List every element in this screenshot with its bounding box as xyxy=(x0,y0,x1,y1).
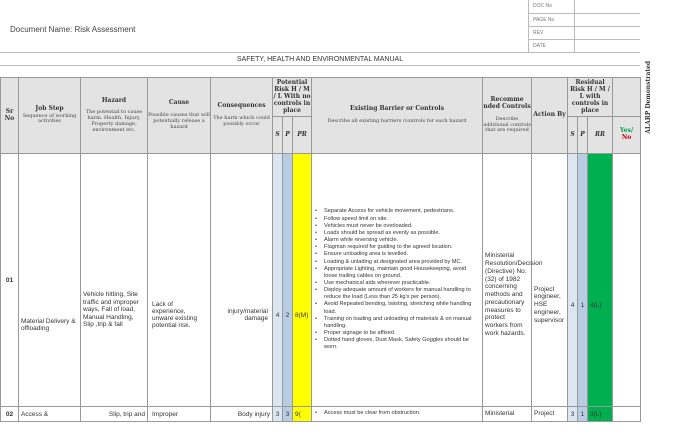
row-existing-controls xyxy=(312,407,483,422)
residual-rr-header: RR xyxy=(588,117,613,154)
control-item: • Proper signage to be affixed. xyxy=(314,330,480,337)
row-alarp xyxy=(613,154,641,407)
hazard-sub: The potential to cause harm. Health, Injury, Property damage, environment etc. xyxy=(85,109,143,133)
control-item: • Flagman required for guiding to the agreed location. xyxy=(314,244,480,251)
rev-label: REV xyxy=(529,26,575,39)
control-item: • Access must be clear from obstruction. xyxy=(314,410,480,417)
row-residual-rr: 4(L) xyxy=(588,154,613,407)
row-job-step: Access & xyxy=(19,407,81,422)
potential-pr-header: PR xyxy=(293,117,312,154)
control-item: • Vehicles must never be overloaded. xyxy=(314,223,480,230)
col-header-job-step xyxy=(19,78,81,154)
col-header-hazard xyxy=(81,78,148,154)
control-item: • Use mechanical aids wherever practicable. xyxy=(314,280,480,287)
row-sr-no: 02 xyxy=(1,407,19,422)
job-step-sub: Sequence of working activities xyxy=(22,112,77,125)
date-label: DATE xyxy=(529,39,575,52)
residual-p-header: P xyxy=(578,117,588,154)
row-cause: Improper xyxy=(148,407,211,422)
control-item: • Ensure unloading area is levelled. xyxy=(314,251,480,258)
row-alarp xyxy=(613,407,641,422)
row-recommended-controls: Ministerial Resolution/Decision (Directive) No. (32) of 1982 concerning methods and precautionary measures to protect workers from work hazards. xyxy=(483,154,532,407)
row-recommended-controls: Ministerial xyxy=(483,407,532,422)
row-residual-s: 4 xyxy=(568,154,578,407)
col-header-sr-no: Sr No xyxy=(1,78,19,154)
row-action-by: Project engineer, HSE engineer, supervisor xyxy=(532,154,568,407)
row-existing-controls xyxy=(312,154,483,407)
alarp-yes-no-header xyxy=(613,117,641,154)
control-item: • Separate Access for vehicle movement, pedestrians. xyxy=(314,208,480,215)
alarp-title: ALARP Demonstrated xyxy=(645,60,653,134)
col-header-cause xyxy=(148,78,211,154)
document-info-box xyxy=(528,0,640,53)
control-item: • Appropriate Lighting, maintain good Housekeeping, avoid loose trailing cables on ground. xyxy=(314,266,480,280)
control-item: • Dotted hand gloves, Dust Mask, Safety Goggles should be worn. xyxy=(314,337,480,351)
control-item: • Deploy adequate amount of workers for manual handling to reduce the load (Less than 25 kg's per person). xyxy=(314,287,480,301)
page-no-value xyxy=(574,13,640,26)
control-item: • Alarm while reversing vehicle. xyxy=(314,237,480,244)
row-action-by: Project xyxy=(532,407,568,422)
row-potential-pr: 9( xyxy=(293,407,312,422)
risk-assessment-table xyxy=(0,60,653,422)
controls-list xyxy=(314,208,480,351)
control-item: • Avoid Repeated bending, twisting, stretching while handling load. xyxy=(314,301,480,315)
residual-s-header: S xyxy=(568,117,578,154)
row-consequences: Body injury xyxy=(211,407,273,422)
existing-controls-sub: Describe all existing barriers /controls for each hazard xyxy=(327,118,467,125)
control-item: • Loads should be spread as evenly as possible. xyxy=(314,230,480,237)
recommended-title: Recomme nded Controls xyxy=(483,95,531,110)
control-item: • Training on loading and unloading of materials & on manual handling. xyxy=(314,316,480,330)
col-header-residual-risk: Residual Risk H / M / L with controls in place xyxy=(568,78,613,117)
row-residual-p: 1 xyxy=(578,407,588,422)
cause-title: Cause xyxy=(168,99,190,107)
col-header-recommended-controls xyxy=(483,78,532,154)
control-item: • Loading & unlading at designated area provided by MC. xyxy=(314,259,480,266)
document-name: Document Name: Risk Assessment xyxy=(10,25,136,34)
row-residual-s: 3 xyxy=(568,407,578,422)
col-header-existing-controls xyxy=(312,78,483,154)
manual-title: SAFETY, HEALTH AND ENVIRONMENTAL MANUAL xyxy=(0,52,640,66)
row-hazard: Vehicle hitting, Site traffic and improper ways, Fall of load, Manual Handling, Slip ,trip & fall xyxy=(81,154,148,407)
row-potential-p: 2 xyxy=(283,154,293,407)
date-value xyxy=(574,39,640,52)
table-row xyxy=(1,154,641,407)
row-residual-rr: 3(L) xyxy=(588,407,613,422)
row-residual-p: 1 xyxy=(578,154,588,407)
cause-sub: Possible causes that will potentially release a hazard xyxy=(148,112,210,130)
col-header-consequences xyxy=(211,78,273,154)
doc-no-value xyxy=(574,0,640,13)
alarp-yes: Yes/ xyxy=(619,127,634,135)
existing-controls-title: Existing Barrier or Controls xyxy=(349,105,445,113)
rev-value xyxy=(574,26,640,39)
page-no-label: PAGE No xyxy=(529,13,575,26)
row-cause: Lack of experience, unware existing potential risk. xyxy=(148,154,211,407)
row-job-step: Material Delivery & offloading xyxy=(19,154,81,407)
row-consequences: injury/material damage xyxy=(211,154,273,407)
row-potential-s: 4 xyxy=(273,154,283,407)
row-potential-s: 3 xyxy=(273,407,283,422)
hazard-title: Hazard xyxy=(101,96,127,104)
table-row xyxy=(1,407,641,422)
consequences-title: Consequences xyxy=(217,102,266,110)
row-potential-pr: 8(M) xyxy=(293,154,312,407)
potential-s-header: S xyxy=(273,117,283,154)
doc-no-label: DOC No xyxy=(529,0,575,13)
consequences-sub: The harm which could possibly occur xyxy=(213,115,270,127)
row-hazard: Slip, trip and xyxy=(81,407,148,422)
row-potential-p: 3 xyxy=(283,407,293,422)
potential-p-header: P xyxy=(283,117,293,154)
recommended-sub: Describe additional controls that are required xyxy=(483,115,531,134)
control-item: • Follow speed limit on site. xyxy=(314,216,480,223)
controls-list xyxy=(314,410,480,417)
alarp-no: No xyxy=(621,134,632,141)
col-header-potential-risk: Potential Risk H / M / L With no controls in place xyxy=(273,78,312,117)
row-sr-no: 01 xyxy=(1,154,19,407)
col-header-action-by: Action By xyxy=(532,78,568,154)
job-step-title: Job Step xyxy=(35,104,64,112)
